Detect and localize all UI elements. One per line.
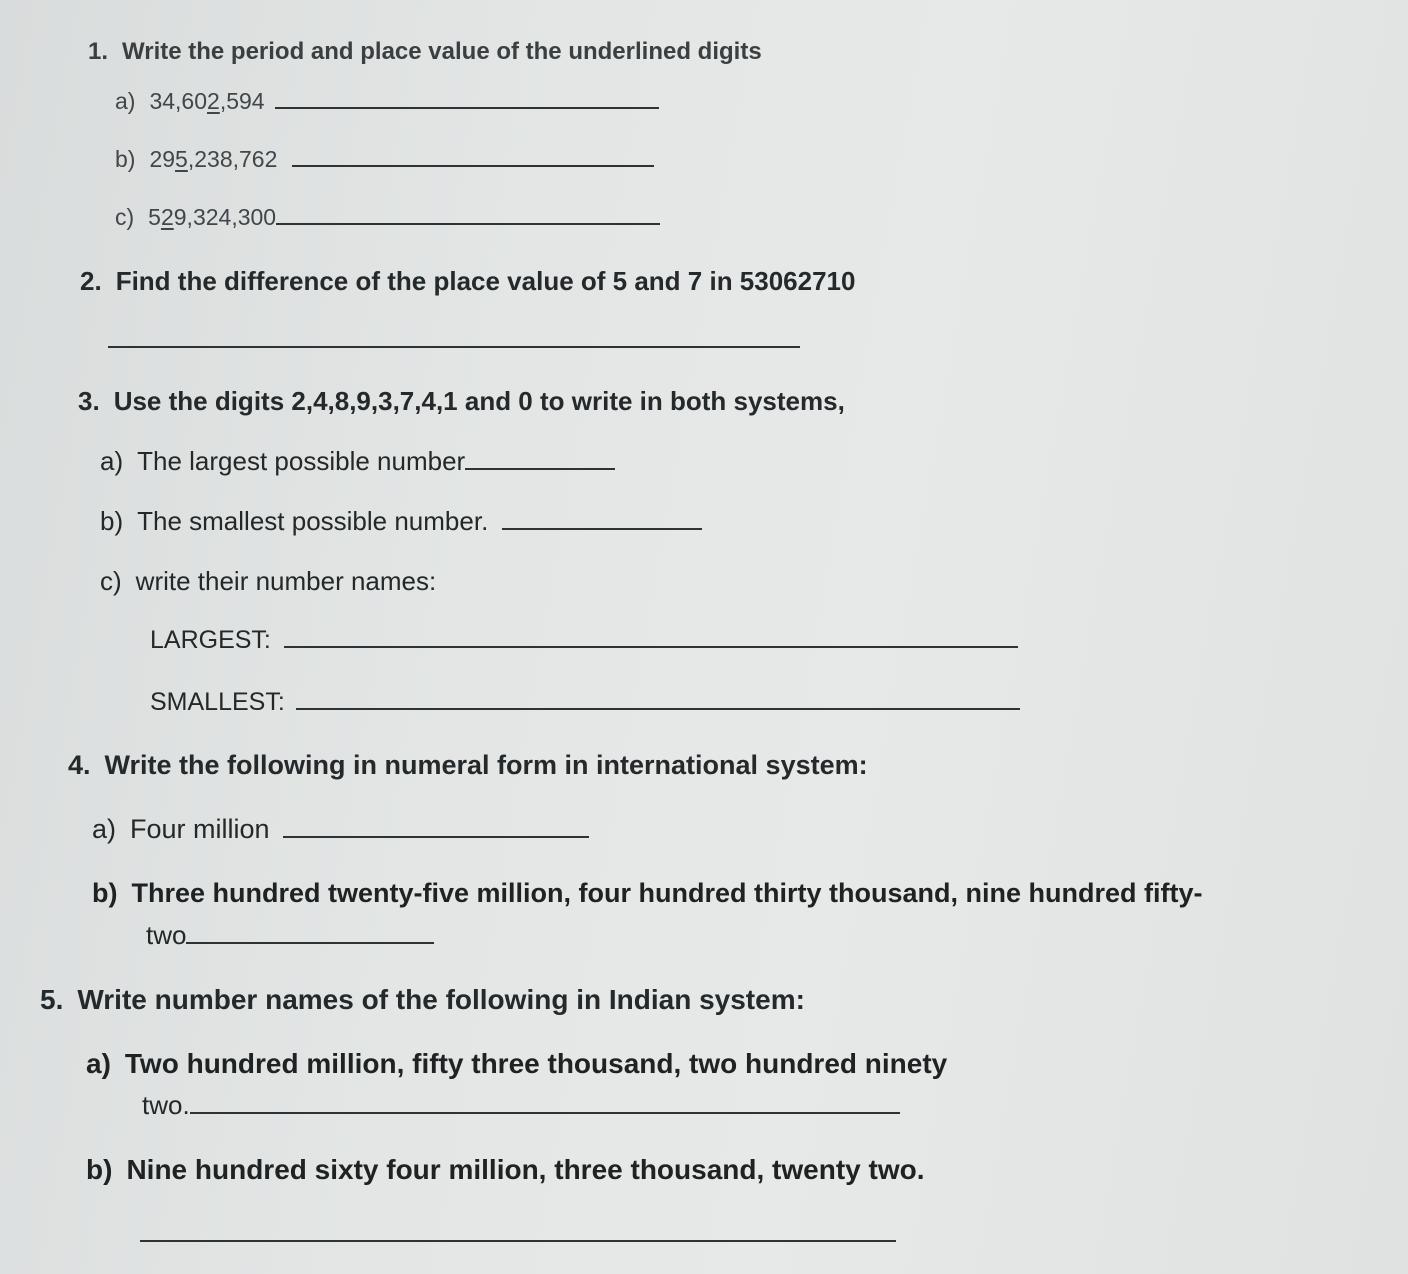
question-3c-text: write their number names:: [135, 566, 437, 596]
question-4: [68, 752, 868, 779]
question-1a-label: a): [115, 88, 136, 114]
question-3c: [100, 568, 436, 594]
question-1c-label: c): [115, 204, 135, 230]
question-4a: [92, 816, 589, 843]
question-4b-label: b): [92, 878, 118, 908]
question-3: [78, 388, 845, 414]
question-5b: [86, 1156, 924, 1184]
question-4-number: 4.: [68, 750, 91, 780]
question-1a: [115, 90, 659, 113]
question-4b: [92, 880, 1202, 907]
question-4b-continuation: [146, 922, 434, 948]
question-3c-label: c): [100, 566, 122, 596]
question-3a-label: a): [100, 446, 124, 476]
answer-blank[interactable]: [283, 835, 589, 838]
question-3-number: 3.: [78, 386, 100, 416]
question-5a-text: Two hundred million, fifty three thousand, two hundred ninety: [124, 1048, 948, 1079]
question-2-text: Find the difference of the place value of 5 and 7 in 53062710: [115, 266, 856, 296]
smallest-label: SMALLEST:: [150, 688, 285, 716]
question-1b: [115, 148, 654, 171]
number-part: 29: [149, 146, 176, 172]
question-5: [40, 986, 805, 1014]
largest-row: [150, 628, 1018, 653]
question-5a-text-end: two.: [142, 1090, 190, 1120]
smallest-row: [150, 690, 1020, 715]
underlined-digit: 5: [175, 146, 188, 172]
question-1: [88, 40, 762, 64]
number-part: ,594: [219, 88, 265, 114]
question-5-text: Write number names of the following in Indian system:: [77, 984, 805, 1015]
question-2-number: 2.: [80, 266, 102, 296]
answer-blank[interactable]: [186, 941, 434, 944]
underlined-digit: 2: [207, 88, 220, 114]
question-1-number: 1.: [88, 38, 109, 65]
answer-blank[interactable]: [284, 645, 1018, 648]
answer-blank[interactable]: [292, 164, 654, 167]
question-3b-label: b): [100, 506, 124, 536]
question-3-text: Use the digits 2,4,8,9,3,7,4,1 and 0 to write in both systems,: [113, 386, 845, 416]
answer-blank[interactable]: [275, 106, 659, 109]
question-4a-label: a): [92, 814, 117, 844]
answer-blank[interactable]: [140, 1240, 896, 1242]
question-5a-continuation: [142, 1092, 900, 1118]
number-part: ,238,762: [187, 146, 278, 172]
question-5a-label: a): [86, 1048, 111, 1079]
answer-blank[interactable]: [276, 222, 660, 225]
question-4b-text: Three hundred twenty-five million, four hundred thirty thousand, nine hundred fifty-: [131, 878, 1203, 908]
underlined-digit: 2: [160, 204, 174, 230]
question-1-text: Write the period and place value of the underlined digits: [122, 38, 762, 65]
answer-blank[interactable]: [108, 346, 800, 348]
question-5b-text: Nine hundred sixty four million, three thousand, twenty two.: [126, 1154, 925, 1185]
number-part: 9,324,300: [173, 204, 277, 230]
question-3a-text: The largest possible number: [137, 446, 466, 476]
answer-blank[interactable]: [296, 707, 1020, 710]
question-3b: [100, 508, 702, 534]
question-3a: [100, 448, 615, 474]
question-4b-text-end: two: [146, 920, 187, 950]
question-5a: [86, 1050, 947, 1078]
largest-label: LARGEST:: [150, 626, 271, 654]
question-3b-text: The smallest possible number.: [137, 506, 489, 536]
question-1b-label: b): [115, 146, 136, 172]
question-4-text: Write the following in numeral form in international system:: [104, 750, 868, 780]
question-4a-text: Four million: [130, 814, 270, 844]
number-part: 5: [148, 204, 161, 230]
question-5-number: 5.: [40, 984, 64, 1015]
answer-blank[interactable]: [190, 1111, 900, 1114]
answer-blank[interactable]: [465, 467, 615, 470]
number-part: 34,60: [149, 88, 208, 114]
question-2: [80, 268, 855, 294]
answer-blank[interactable]: [502, 527, 702, 530]
question-5b-label: b): [86, 1154, 113, 1185]
question-1c: [115, 206, 660, 229]
